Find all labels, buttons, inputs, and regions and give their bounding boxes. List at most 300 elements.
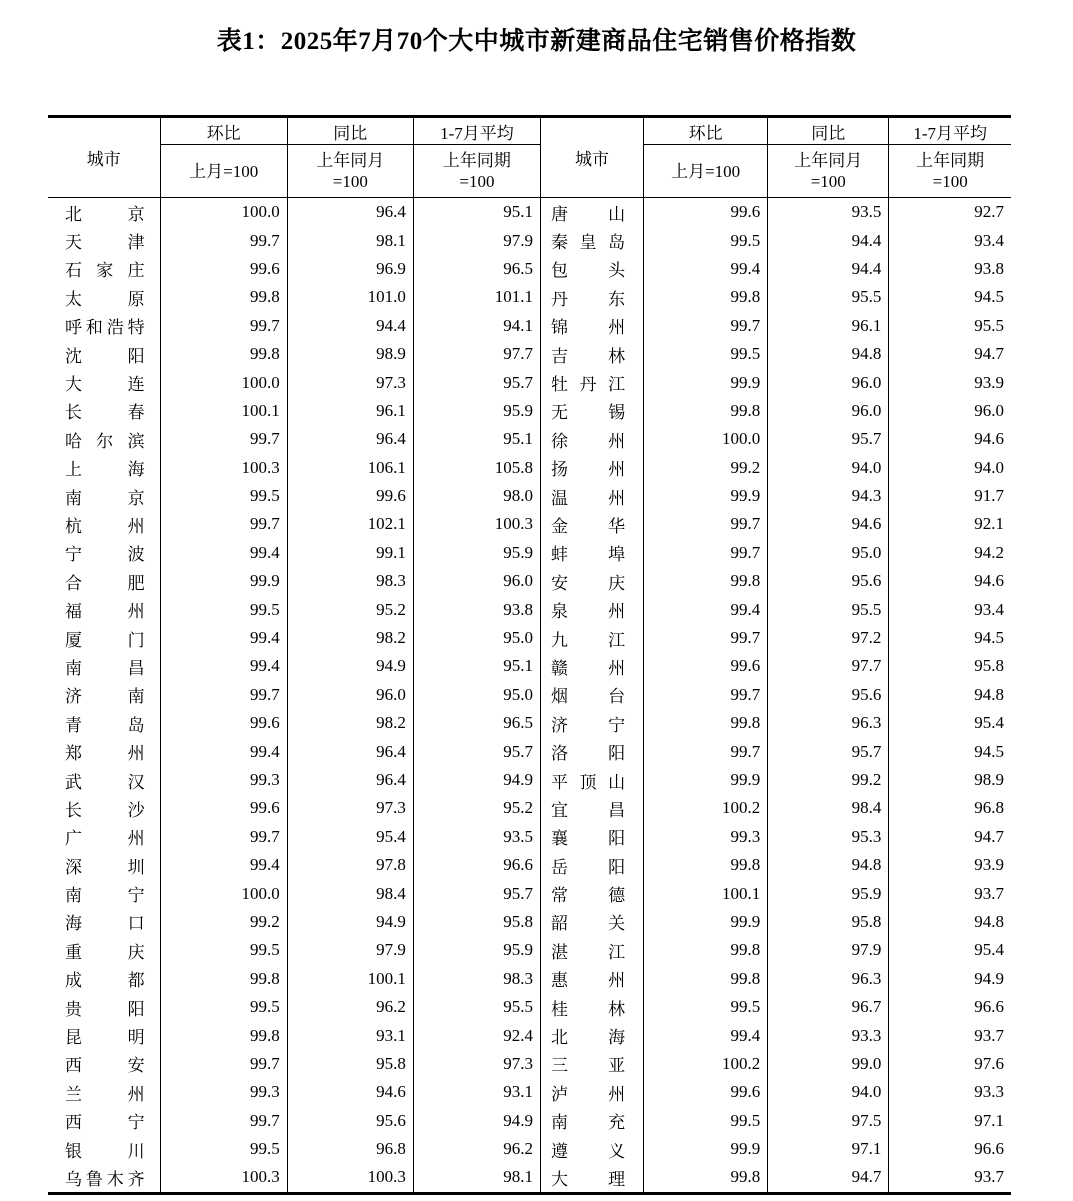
mom-value-cell: 100.1: [160, 397, 287, 425]
table-title: 表1：2025年7月70个大中城市新建商品住宅销售价格指数: [216, 28, 857, 55]
city-name: 宜 昌: [550, 800, 626, 820]
city-name-cell: [48, 1135, 160, 1163]
yoy-value-cell: 96.0: [287, 681, 413, 709]
mom-value-cell: 100.2: [644, 794, 768, 822]
yoy-value-cell: 98.4: [287, 879, 413, 907]
yoy-value-cell: 95.4: [287, 823, 413, 851]
mom-value-cell: 100.3: [160, 1163, 287, 1193]
city-name-cell: [540, 908, 643, 936]
city-name-cell: [48, 908, 160, 936]
yoy-value-cell: 95.3: [768, 823, 889, 851]
table-row: [48, 851, 1011, 879]
avg-value-cell: 98.9: [889, 766, 1011, 794]
yoy-value-cell: 99.1: [287, 539, 413, 567]
mom-value-cell: 99.7: [644, 539, 768, 567]
yoy-value-cell: 97.9: [287, 936, 413, 964]
city-name-cell: [48, 624, 160, 652]
city-name-cell: [540, 283, 643, 311]
mom-value-cell: 99.7: [644, 681, 768, 709]
avg-value-cell: 94.0: [889, 454, 1011, 482]
mom-value-cell: 99.7: [644, 312, 768, 340]
avg-value-cell: 94.9: [413, 1107, 540, 1135]
avg-value-cell: 97.6: [889, 1050, 1011, 1078]
table-row: [48, 454, 1011, 482]
table-row: [48, 1078, 1011, 1106]
avg-value-cell: 95.5: [889, 312, 1011, 340]
city-name-cell: [540, 1078, 643, 1106]
mom-value-cell: 99.7: [160, 681, 287, 709]
yoy-value-cell: 94.4: [768, 226, 889, 254]
city-name-cell: [48, 595, 160, 623]
yoy-value-cell: 96.4: [287, 198, 413, 227]
city-name-cell: [540, 766, 643, 794]
header-avg-base-left: [413, 145, 540, 198]
city-name-cell: [540, 879, 643, 907]
avg-value-cell: 94.5: [889, 737, 1011, 765]
avg-value-cell: 93.9: [889, 851, 1011, 879]
city-name-cell: [540, 965, 643, 993]
table-row: [48, 425, 1011, 453]
mom-value-cell: 99.4: [160, 737, 287, 765]
table-row: [48, 368, 1011, 396]
city-name: 惠 州: [550, 971, 626, 991]
city-name: 杭 州: [65, 516, 145, 536]
avg-value-cell: 96.5: [413, 709, 540, 737]
avg-value-cell: 95.2: [413, 794, 540, 822]
table-row: [48, 737, 1011, 765]
city-name-cell: [48, 397, 160, 425]
avg-value-cell: 91.7: [889, 482, 1011, 510]
avg-value-cell: 93.1: [413, 1078, 540, 1106]
table-row: [48, 936, 1011, 964]
city-name: 宁 波: [65, 545, 145, 565]
avg-value-cell: 94.1: [413, 312, 540, 340]
mom-value-cell: 99.7: [160, 312, 287, 340]
city-name: 南 昌: [65, 658, 145, 678]
city-name: 锦 州: [550, 318, 626, 338]
city-name-cell: [540, 851, 643, 879]
yoy-value-cell: 94.9: [287, 652, 413, 680]
yoy-value-cell: 96.1: [768, 312, 889, 340]
avg-value-cell: 92.7: [889, 198, 1011, 227]
city-name-cell: [48, 567, 160, 595]
mom-value-cell: 99.8: [160, 965, 287, 993]
city-name: 呼 和 浩 特: [65, 318, 145, 338]
city-name: 吉 林: [550, 346, 626, 366]
yoy-value-cell: 94.6: [287, 1078, 413, 1106]
mom-value-cell: 99.6: [160, 794, 287, 822]
city-name: 海 口: [65, 914, 145, 934]
city-name-cell: [48, 255, 160, 283]
mom-value-cell: 99.8: [160, 283, 287, 311]
city-name-cell: [540, 1021, 643, 1049]
city-name: 湛 江: [550, 942, 626, 962]
yoy-value-cell: 98.3: [287, 567, 413, 595]
city-name-cell: [48, 936, 160, 964]
mom-value-cell: 99.5: [160, 595, 287, 623]
header-yoy-base-right: [768, 145, 889, 198]
city-name: 广 州: [65, 829, 145, 849]
city-name-cell: [48, 226, 160, 254]
mom-value-cell: 99.8: [644, 965, 768, 993]
avg-value-cell: 96.8: [889, 794, 1011, 822]
mom-value-cell: 99.9: [644, 482, 768, 510]
yoy-value-cell: 94.0: [768, 454, 889, 482]
city-name: 包 头: [550, 261, 626, 281]
yoy-value-cell: 96.4: [287, 766, 413, 794]
mom-value-cell: 99.6: [644, 652, 768, 680]
city-name: 上 海: [65, 460, 145, 480]
city-name-cell: [48, 993, 160, 1021]
city-name: 贵 阳: [65, 999, 145, 1019]
yoy-value-cell: 95.0: [768, 539, 889, 567]
city-name: 成 都: [65, 971, 145, 991]
yoy-value-cell: 95.6: [768, 681, 889, 709]
city-name: 银 川: [65, 1141, 145, 1161]
avg-value-cell: 93.3: [889, 1078, 1011, 1106]
city-name-cell: [540, 454, 643, 482]
table-row: [48, 681, 1011, 709]
header-city-left: 城市: [86, 150, 121, 169]
city-name-cell: [540, 624, 643, 652]
mom-value-cell: 99.2: [644, 454, 768, 482]
mom-value-cell: 99.9: [644, 368, 768, 396]
city-name-cell: [540, 709, 643, 737]
mom-value-cell: 99.7: [160, 510, 287, 538]
city-name-cell: [48, 510, 160, 538]
city-name: 厦 门: [65, 630, 145, 650]
table-row: [48, 1050, 1011, 1078]
avg-value-cell: 93.7: [889, 1163, 1011, 1193]
city-name: 泉 州: [550, 602, 626, 622]
price-index-table: [48, 115, 1011, 1195]
city-name-cell: [540, 226, 643, 254]
city-name: 青 岛: [65, 715, 145, 735]
avg-value-cell: 96.0: [889, 397, 1011, 425]
yoy-value-cell: 100.3: [287, 1163, 413, 1193]
city-name: 北 海: [550, 1028, 626, 1048]
yoy-value-cell: 99.2: [768, 766, 889, 794]
mom-value-cell: 99.8: [644, 851, 768, 879]
table-row: [48, 397, 1011, 425]
mom-value-cell: 100.1: [644, 879, 768, 907]
city-name: 福 州: [65, 602, 145, 622]
mom-value-cell: 99.5: [160, 993, 287, 1021]
mom-value-cell: 99.7: [644, 737, 768, 765]
mom-value-cell: 100.0: [160, 879, 287, 907]
mom-value-cell: 99.4: [160, 624, 287, 652]
avg-value-cell: 94.9: [889, 965, 1011, 993]
avg-value-cell: 95.0: [413, 624, 540, 652]
city-name-cell: [48, 454, 160, 482]
yoy-value-cell: 102.1: [287, 510, 413, 538]
header-yoy-base-left: [287, 145, 413, 198]
avg-value-cell: 95.1: [413, 425, 540, 453]
yoy-value-cell: 94.9: [287, 908, 413, 936]
avg-value-cell: 93.5: [413, 823, 540, 851]
city-name-cell: [48, 766, 160, 794]
city-name-cell: [540, 425, 643, 453]
mom-value-cell: 99.2: [160, 908, 287, 936]
avg-value-cell: 96.5: [413, 255, 540, 283]
avg-value-cell: 96.0: [413, 567, 540, 595]
mom-value-cell: 99.6: [644, 198, 768, 227]
mom-value-cell: 99.5: [644, 1107, 768, 1135]
mom-value-cell: 99.8: [160, 340, 287, 368]
header-mom-base-right: 上月=100: [644, 145, 768, 198]
avg-value-cell: 94.2: [889, 539, 1011, 567]
city-name-cell: [540, 539, 643, 567]
city-name-cell: [540, 482, 643, 510]
avg-value-cell: 97.1: [889, 1107, 1011, 1135]
mom-value-cell: 99.7: [644, 510, 768, 538]
city-name: 常 德: [550, 886, 626, 906]
city-name-cell: [48, 879, 160, 907]
avg-value-cell: 95.9: [413, 936, 540, 964]
header-yoy-base-line2: =100: [332, 172, 368, 191]
city-name: 秦 皇 岛: [550, 233, 626, 253]
city-name: 石 家 庄: [65, 261, 145, 281]
table-header: [48, 117, 1011, 198]
city-name: 兰 州: [65, 1084, 145, 1104]
mom-value-cell: 99.4: [644, 255, 768, 283]
mom-value-cell: 100.0: [160, 368, 287, 396]
city-name-cell: [48, 851, 160, 879]
avg-value-cell: 93.8: [889, 255, 1011, 283]
yoy-value-cell: 95.8: [287, 1050, 413, 1078]
avg-value-cell: 97.7: [413, 340, 540, 368]
avg-value-cell: 95.5: [413, 993, 540, 1021]
city-name-cell: [48, 794, 160, 822]
yoy-value-cell: 95.5: [768, 283, 889, 311]
city-name-cell: [48, 340, 160, 368]
city-name-cell: [48, 198, 160, 227]
city-name: 西 宁: [65, 1113, 145, 1133]
yoy-value-cell: 101.0: [287, 283, 413, 311]
avg-value-cell: 96.6: [889, 1135, 1011, 1163]
city-name-cell: [48, 539, 160, 567]
city-name: 丹 东: [550, 289, 626, 309]
city-name-cell: [540, 255, 643, 283]
mom-value-cell: 99.8: [644, 397, 768, 425]
avg-value-cell: 94.7: [889, 823, 1011, 851]
city-name: 无 锡: [550, 403, 626, 423]
mom-value-cell: 99.6: [160, 709, 287, 737]
city-name-cell: [48, 1078, 160, 1106]
city-name-cell: [48, 1050, 160, 1078]
avg-value-cell: 93.8: [413, 595, 540, 623]
yoy-value-cell: 96.8: [287, 1135, 413, 1163]
yoy-value-cell: 97.1: [768, 1135, 889, 1163]
city-name: 济 宁: [550, 715, 626, 735]
mom-value-cell: 99.4: [644, 595, 768, 623]
city-name: 济 南: [65, 687, 145, 707]
yoy-value-cell: 94.4: [768, 255, 889, 283]
city-name: 南 充: [550, 1113, 626, 1133]
city-name: 洛 阳: [550, 744, 626, 764]
city-name-cell: [48, 1021, 160, 1049]
yoy-value-cell: 97.2: [768, 624, 889, 652]
mom-value-cell: 99.8: [644, 1163, 768, 1193]
mom-value-cell: 99.5: [160, 482, 287, 510]
yoy-value-cell: 98.1: [287, 226, 413, 254]
city-name: 武 汉: [65, 772, 145, 792]
city-name-cell: [540, 1050, 643, 1078]
table-row: [48, 766, 1011, 794]
table-row: [48, 652, 1011, 680]
mom-value-cell: 99.7: [160, 823, 287, 851]
city-name: 扬 州: [550, 460, 626, 480]
mom-value-cell: 99.6: [160, 255, 287, 283]
table-row: [48, 1135, 1011, 1163]
city-name: 襄 阳: [550, 829, 626, 849]
yoy-value-cell: 97.8: [287, 851, 413, 879]
yoy-value-cell: 96.3: [768, 965, 889, 993]
yoy-value-cell: 97.5: [768, 1107, 889, 1135]
header-city-right: 城市: [540, 117, 643, 198]
avg-value-cell: 94.8: [889, 681, 1011, 709]
header-yoy-base-line1: 上年同月: [794, 151, 863, 170]
table-row: [48, 794, 1011, 822]
yoy-value-cell: 95.9: [768, 879, 889, 907]
avg-value-cell: 95.8: [889, 652, 1011, 680]
avg-value-cell: 93.7: [889, 1021, 1011, 1049]
city-name-cell: [48, 1107, 160, 1135]
yoy-value-cell: 98.2: [287, 709, 413, 737]
avg-value-cell: 101.1: [413, 283, 540, 311]
header-avg-base-line1: 上年同期: [916, 151, 985, 170]
table-row: [48, 624, 1011, 652]
mom-value-cell: 99.7: [160, 1107, 287, 1135]
avg-value-cell: 94.8: [889, 908, 1011, 936]
avg-value-cell: 95.4: [889, 936, 1011, 964]
city-name-cell: [540, 1163, 643, 1193]
city-name: 南 宁: [65, 886, 145, 906]
table-row: [48, 993, 1011, 1021]
city-name: 昆 明: [65, 1028, 145, 1048]
header-yoy-base-line1: 上年同月: [316, 151, 385, 170]
city-name-cell: [48, 681, 160, 709]
city-name: 沈 阳: [65, 346, 145, 366]
avg-value-cell: 94.5: [889, 624, 1011, 652]
mom-value-cell: 99.9: [644, 766, 768, 794]
city-name-cell: [540, 368, 643, 396]
city-name-cell: [540, 993, 643, 1021]
city-name-cell: [540, 198, 643, 227]
avg-value-cell: 95.0: [413, 681, 540, 709]
mom-value-cell: 99.7: [644, 624, 768, 652]
mom-value-cell: 99.9: [644, 908, 768, 936]
table-row: [48, 312, 1011, 340]
city-name: 长 春: [65, 403, 145, 423]
city-name: 岳 阳: [550, 857, 626, 877]
city-name: 九 江: [550, 630, 626, 650]
avg-value-cell: 95.4: [889, 709, 1011, 737]
yoy-value-cell: 96.2: [287, 993, 413, 1021]
yoy-value-cell: 94.3: [768, 482, 889, 510]
table-row: [48, 539, 1011, 567]
yoy-value-cell: 94.8: [768, 340, 889, 368]
table-row: [48, 823, 1011, 851]
city-name-cell: [540, 936, 643, 964]
city-name-cell: [48, 737, 160, 765]
header-yoy-right: 同比: [768, 117, 889, 145]
mom-value-cell: 100.0: [160, 198, 287, 227]
avg-value-cell: 98.0: [413, 482, 540, 510]
header-avg-base-line1: 上年同期: [442, 151, 511, 170]
city-name-cell: [48, 709, 160, 737]
city-name-cell: [48, 823, 160, 851]
mom-value-cell: 99.3: [644, 823, 768, 851]
yoy-value-cell: 99.0: [768, 1050, 889, 1078]
city-name-cell: [48, 652, 160, 680]
avg-value-cell: 97.9: [413, 226, 540, 254]
mom-value-cell: 100.3: [160, 454, 287, 482]
mom-value-cell: 99.4: [160, 652, 287, 680]
avg-value-cell: 98.1: [413, 1163, 540, 1193]
yoy-value-cell: 95.2: [287, 595, 413, 623]
yoy-value-cell: 106.1: [287, 454, 413, 482]
yoy-value-cell: 97.7: [768, 652, 889, 680]
yoy-value-cell: 96.0: [768, 368, 889, 396]
city-name-cell: [48, 965, 160, 993]
avg-value-cell: 95.1: [413, 198, 540, 227]
avg-value-cell: 95.7: [413, 737, 540, 765]
avg-value-cell: 95.1: [413, 652, 540, 680]
avg-value-cell: 93.4: [889, 595, 1011, 623]
yoy-value-cell: 98.2: [287, 624, 413, 652]
avg-value-cell: 93.4: [889, 226, 1011, 254]
table-row: [48, 255, 1011, 283]
yoy-value-cell: 94.4: [287, 312, 413, 340]
mom-value-cell: 99.8: [644, 936, 768, 964]
city-name-cell: [540, 340, 643, 368]
header-yoy-left: 同比: [287, 117, 413, 145]
table-row: [48, 965, 1011, 993]
avg-value-cell: 100.3: [413, 510, 540, 538]
yoy-value-cell: 96.4: [287, 737, 413, 765]
table-row: [48, 879, 1011, 907]
table-row: [48, 1163, 1011, 1193]
table-row: [48, 1107, 1011, 1135]
mom-value-cell: 100.0: [644, 425, 768, 453]
avg-value-cell: 94.6: [889, 567, 1011, 595]
avg-value-cell: 92.1: [889, 510, 1011, 538]
city-name: 徐 州: [550, 431, 626, 451]
yoy-value-cell: 98.4: [768, 794, 889, 822]
mom-value-cell: 99.3: [160, 1078, 287, 1106]
avg-value-cell: 95.7: [413, 368, 540, 396]
avg-value-cell: 96.6: [413, 851, 540, 879]
table-row: [48, 226, 1011, 254]
yoy-value-cell: 95.6: [287, 1107, 413, 1135]
city-name-cell: [540, 1107, 643, 1135]
header-avg-base-line2: =100: [932, 172, 968, 191]
city-name: 牡 丹 江: [550, 375, 626, 395]
city-name-cell: [540, 652, 643, 680]
mom-value-cell: 99.7: [160, 425, 287, 453]
yoy-value-cell: 96.9: [287, 255, 413, 283]
yoy-value-cell: 96.1: [287, 397, 413, 425]
mom-value-cell: 99.9: [644, 1135, 768, 1163]
city-name: 三 亚: [550, 1056, 626, 1076]
yoy-value-cell: 94.8: [768, 851, 889, 879]
avg-value-cell: 94.5: [889, 283, 1011, 311]
avg-value-cell: 94.7: [889, 340, 1011, 368]
avg-value-cell: 105.8: [413, 454, 540, 482]
header-mom-left: 环比: [160, 117, 287, 145]
yoy-value-cell: 96.7: [768, 993, 889, 1021]
